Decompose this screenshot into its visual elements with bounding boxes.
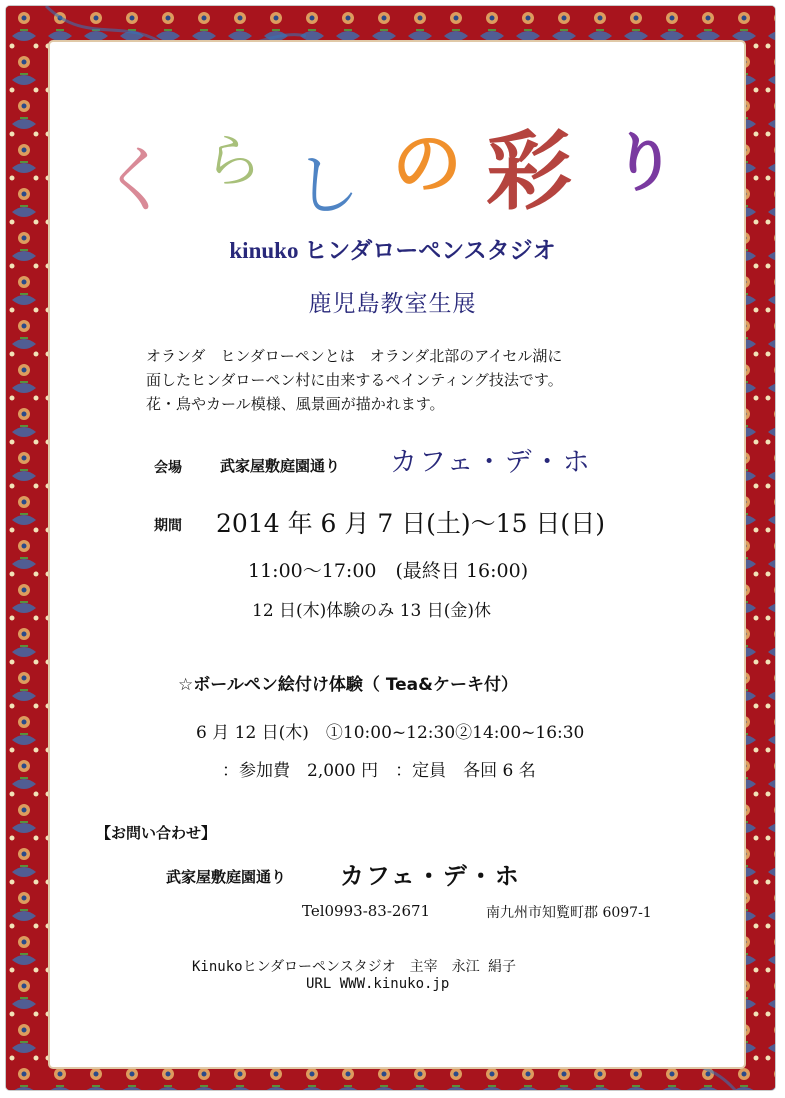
title-char: の [392,123,462,205]
period-dates: 2014 年 6 月 7 日(土)〜15 日(日) [216,509,605,538]
title-char: 彩 [486,121,572,222]
venue-street: 武家屋敷庭園通り [220,457,341,475]
contact-address: 南九州市知覧町郡 6097-1 [486,905,652,921]
contact-tel: Tel0993-83-2671 [302,902,431,920]
website-url[interactable]: URL WWW.kinuko.jp [306,976,450,992]
description-line: 花・鳥やカール模様、風景画が描かれます。 [146,395,445,413]
contact-cafe-name: カフェ・デ・ホ [340,861,521,890]
title-char: く [100,138,173,222]
workshop-title: ☆ボールペン絵付け体験（ Tea&ケーキ付） [178,675,518,695]
title-char: ら [204,127,263,195]
contact-heading: 【お問い合わせ】 [96,824,217,842]
schedule-note: 12 日(木)体験のみ 13 日(金)休 [252,601,492,621]
organizer-line: Kinukoヒンダローペンスタジオ 主宰 永江 絹子 [192,959,517,975]
title-char: し [294,147,360,224]
workshop-schedule: 6 月 12 日(木) ①10:00~12:30②14:00~16:30 [196,723,585,743]
venue-cafe-name: カフェ・デ・ホ [390,447,592,478]
period-label: 期間 [154,518,182,534]
venue-label: 会場 [154,460,182,476]
page-title [0,108,785,224]
workshop-fee: ：参加費 2,000 円 ：定員 各回 6 名 [222,761,536,781]
exhibition-name: 鹿児島教室生展 [308,291,477,317]
description-line: 面したヒンダローペン村に由来するペインティング技法です。 [146,371,563,389]
description-line: オランダ ヒンダローペンとは オランダ北部のアイセル湖に [146,347,563,365]
studio-name: kinuko ヒンダローペンスタジオ [229,238,556,263]
title-char: り [612,127,676,201]
contact-street: 武家屋敷庭園通り [166,868,287,886]
opening-hours: 11:00〜17:00 (最終日 16:00) [248,560,529,582]
